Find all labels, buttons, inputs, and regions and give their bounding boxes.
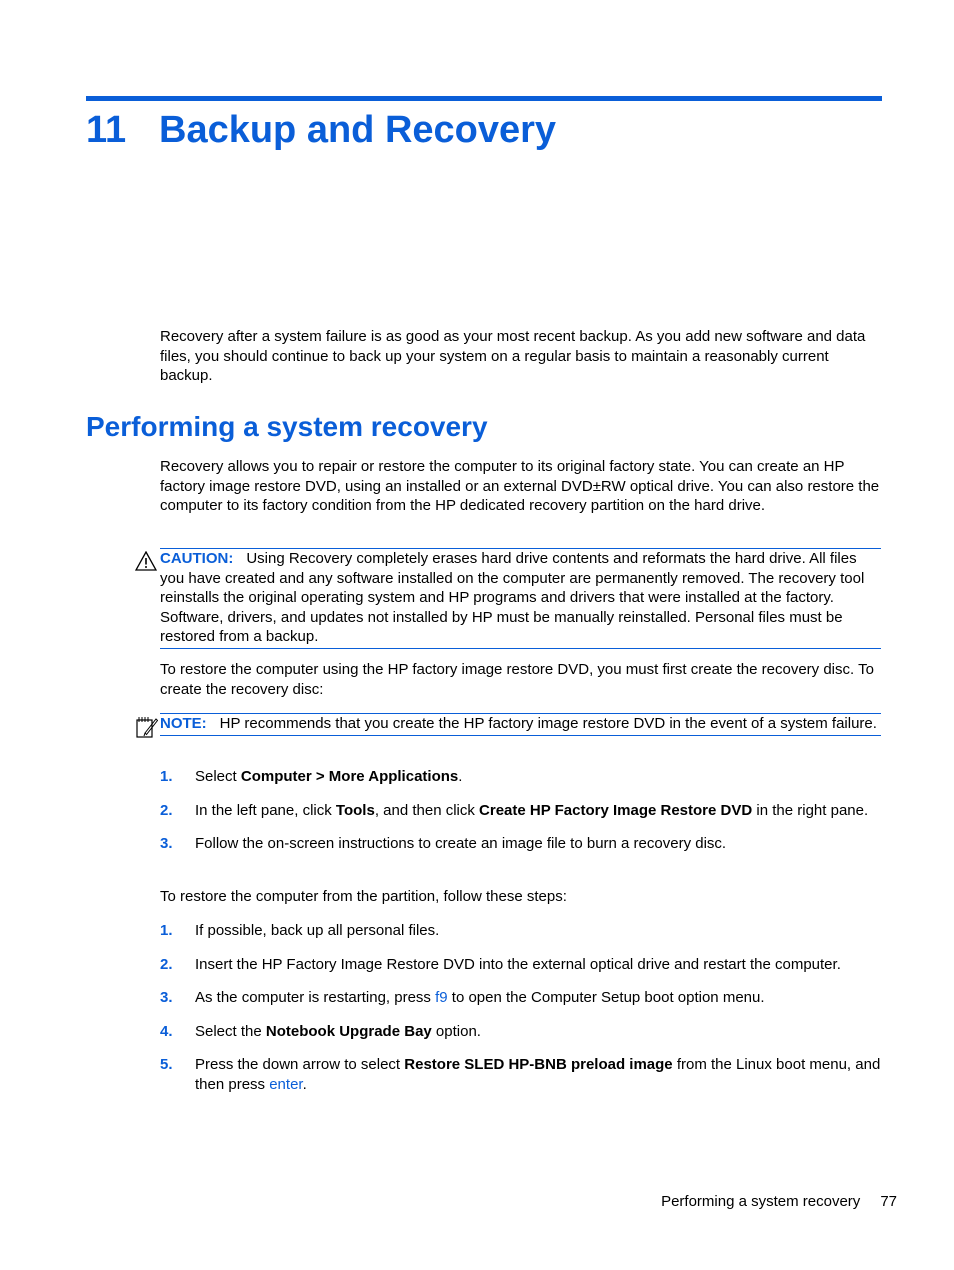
step-bold: Tools <box>335 801 375 819</box>
step-number: 3. <box>160 835 173 852</box>
step-bold: Computer > More Applications <box>240 768 459 785</box>
step-number: 5. <box>160 1056 173 1073</box>
enter-key-link[interactable]: enter <box>269 1075 303 1093</box>
step-text: from the Linux boot menu, and then press <box>195 1056 881 1093</box>
step-text: . <box>458 768 463 785</box>
step-number: 2. <box>160 801 173 819</box>
list-item <box>160 955 882 975</box>
step-text: in the right pane. <box>752 801 869 819</box>
note-callout <box>160 713 881 736</box>
step-text: . <box>302 1075 307 1093</box>
step-text: Follow the on-screen instructions to create an image file to burn a recovery disc. <box>195 835 727 852</box>
step-text: Insert the HP Factory Image Restore DVD into the external optical drive and restart the computer. <box>195 955 841 973</box>
step-number: 1. <box>160 922 173 939</box>
section-paragraph-1: Recovery allows you to repair or restore the computer to its original factory state. You can create an HP factory image restore DVD, using an installed or an external DVD±RW optical drive. You can also restore the computer to its factory condition from the HP dedicated recovery partition on the hard drive. <box>160 458 880 514</box>
step-number: 4. <box>160 1022 173 1040</box>
note-text: HP recommends that you create the HP factory image restore DVD in the event of a system failure. <box>219 715 877 732</box>
section-heading: Performing a system recovery <box>86 411 488 442</box>
caution-callout <box>160 548 881 649</box>
caution-label: CAUTION: <box>160 550 234 567</box>
page-number: 77 <box>880 1193 897 1210</box>
list-item <box>160 921 882 941</box>
list-item <box>160 988 882 1008</box>
step-text: If possible, back up all personal files. <box>195 922 440 939</box>
step-bold: Create HP Factory Image Restore DVD <box>479 801 753 819</box>
recovery-disc-steps <box>160 767 882 868</box>
chapter-title-text: Backup and Recovery <box>159 109 557 151</box>
page-footer <box>661 1192 897 1212</box>
step-text: to open the Computer Setup boot option menu. <box>447 989 765 1006</box>
step-bold: Restore SLED HP-BNB preload image <box>404 1056 673 1073</box>
note-label: NOTE: <box>160 715 207 732</box>
list-item <box>160 1055 882 1094</box>
chapter-rule <box>86 96 882 101</box>
partition-restore-steps <box>160 921 882 1108</box>
step-text: Press the down arrow to select <box>195 1056 405 1073</box>
chapter-number: 11 <box>86 109 127 151</box>
step-text: Select <box>195 768 241 785</box>
f9-key-link[interactable]: f9 <box>435 989 448 1006</box>
section-paragraph-2: To restore the computer using the HP factory image restore DVD, you must first create the recovery disc. To create the recovery disc: <box>160 661 874 698</box>
list-item <box>160 801 882 821</box>
step-number: 3. <box>160 989 173 1006</box>
step-text: , and then click <box>374 801 480 819</box>
caution-text: Using Recovery completely erases hard drive contents and reformats the hard drive. All files you have created and any software installed on the computer are permanently removed. The recovery tool reinstalls the original operating system and HP programs and drivers that were installed at the factory. Software, drivers, and updates not installed by HP must be manually reinstalled. Personal files must be restored from a backup. <box>160 550 865 645</box>
footer-section: Performing a system recovery <box>661 1193 861 1210</box>
note-icon <box>134 715 158 739</box>
step-text: In the left pane, click <box>195 801 336 819</box>
chapter-title <box>86 106 556 154</box>
step-bold: Notebook Upgrade Bay <box>265 1022 432 1040</box>
section-paragraph-3: To restore the computer from the partition, follow these steps: <box>160 888 567 905</box>
list-item <box>160 767 882 787</box>
list-item <box>160 1022 882 1042</box>
step-text: As the computer is restarting, press <box>195 989 436 1006</box>
step-text: Select the <box>195 1022 266 1040</box>
step-text: option. <box>431 1022 481 1040</box>
step-number: 1. <box>160 768 173 785</box>
list-item <box>160 834 882 854</box>
step-number: 2. <box>160 955 173 973</box>
intro-paragraph: Recovery after a system failure is as good as your most recent backup. As you add new software and data files, you should continue to back up your system on a regular basis to maintain a reasonably current backup. <box>160 328 866 384</box>
caution-icon <box>135 551 157 571</box>
